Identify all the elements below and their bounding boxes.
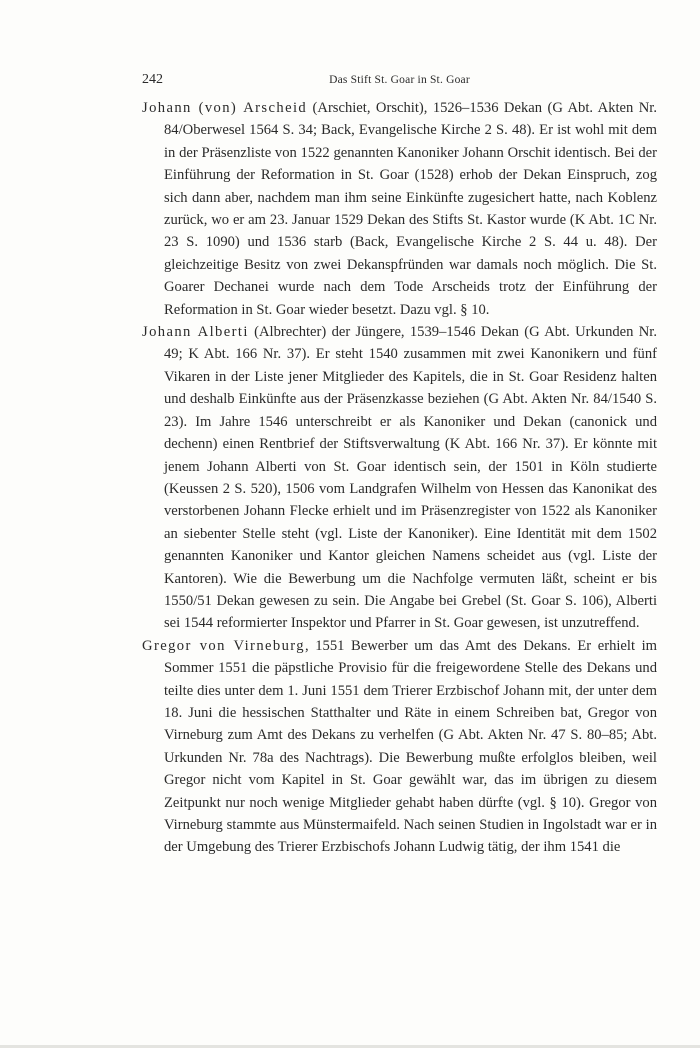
entry-list [142, 97, 657, 859]
running-head [142, 72, 657, 90]
entry-johann-arscheid [142, 97, 657, 321]
entry-text: (Albrechter) der Jüngere, 1539–1546 Dekan (G Abt. Urkunden Nr. 49; K Abt. 166 Nr. 37). Er steht 1540 zusammen mit zwei Kanonikern und fünf Vikaren in der Liste jener Mitglieder des Kapitels, die in St. Goar Residenz halten und deshalb Einkünfte aus der Präsenzkasse beziehen (G Abt. Akten Nr. 84/1540 S. 23). Im Jahre 1546 unterschreibt er als Kanoniker und Dekan (canonick und dechenn) einen Rentbrief der Stiftsverwaltung (K Abt. 166 Nr. 37). Er könnte mit jenem Johann Alberti von St. Goar identisch sein, der 1501 in Köln studierte (Keussen 2 S. 520), 1506 vom Landgrafen Wilhelm von Hessen das Kanonikat des verstorbenen Johann Flecke erhielt und im Präsenzregister von 1522 als Kanoniker an siebenter Stelle steht (vgl. Liste der Kanoniker). Eine Identität mit dem 1502 genannten Kanoniker und Kantor gleichen Namens scheidet aus (vgl. Liste der Kantoren). Wie die Bewerbung um die Nachfolge vermuten läßt, scheint er bis 1550/51 Dekan gewesen zu sein. Die Angabe bei Grebel (St. Goar S. 106), Alberti sei 1544 reformierter Inspektor und Pfarrer in St. Goar gewesen, ist unzutreffend. [164, 324, 657, 632]
entry-name: Gregor von Virneburg [142, 637, 305, 654]
entry-text: (Arschiet, Orschit), 1526–1536 Dekan (G Abt. Akten Nr. 84/Oberwesel 1564 S. 34; Back, Evangelische Kirche 2 S. 48). Er ist wohl mit dem in der Präsenzliste von 1522 genannten Kanoniker Johann Orschit identisch. Bei der Einführung der Reformation in St. Goar (1528) erhob der Dekan Einspruch, zog sich dann aber, nachdem man ihm seine Einkünfte zugesichert hatte, nach Koblenz zurück, wo er am 23. Januar 1529 Dekan des Stifts St. Kastor wurde (K Abt. 1C Nr. 23 S. 1090) und 1536 starb (Back, Evangelische Kirche 2 S. 44 u. 48). Der gleichzeitige Besitz von zwei Dekanspfründen war damals noch möglich. Die St. Goarer Dechanei wurde nach dem Tode Arscheids trotz der Einführung der Reformation in St. Goar wieder besetzt. Dazu vgl. § 10. [164, 100, 657, 318]
entry-name: Johann (von) Arscheid [142, 100, 308, 116]
entry-gregor-virneburg [142, 635, 657, 859]
entry-name: Johann Alberti [142, 324, 249, 341]
entry-text: , 1551 Bewerber um das Amt des Dekans. Er erhielt im Sommer 1551 die päpstliche Provisio für die freigewordene Stelle des Dekans und teilte dies unter dem 1. Juni 1551 dem Trierer Erzbischof Johann mit, der unter dem 18. Juni die hessischen Statthalter und Räte in einem Schreiben bat, Gregor von Virneburg zum Amt des Dekans zu verhelfen (G Abt. Akten Nr. 47 S. 80–85; Abt. Urkunden Nr. 78a des Nachtrags). Die Bewerbung mußte erfolglos bleiben, weil Gregor nicht vom Kapitel in St. Goar gewählt war, das im übrigen zu diesem Zeitpunkt nur noch wenige Mitglieder gehabt haben dürfte (vgl. § 10). Gregor von Virneburg stammte aus Münstermaifeld. Nach seinen Studien in Ingolstadt war er in der Umgebung des Trierer Erzbischofs Johann Ludwig tätig, der ihm 1541 die [164, 637, 658, 856]
page-number: 242 [142, 72, 163, 87]
running-title: Das Stift St. Goar in St. Goar [329, 74, 470, 86]
entry-johann-alberti [142, 321, 657, 635]
